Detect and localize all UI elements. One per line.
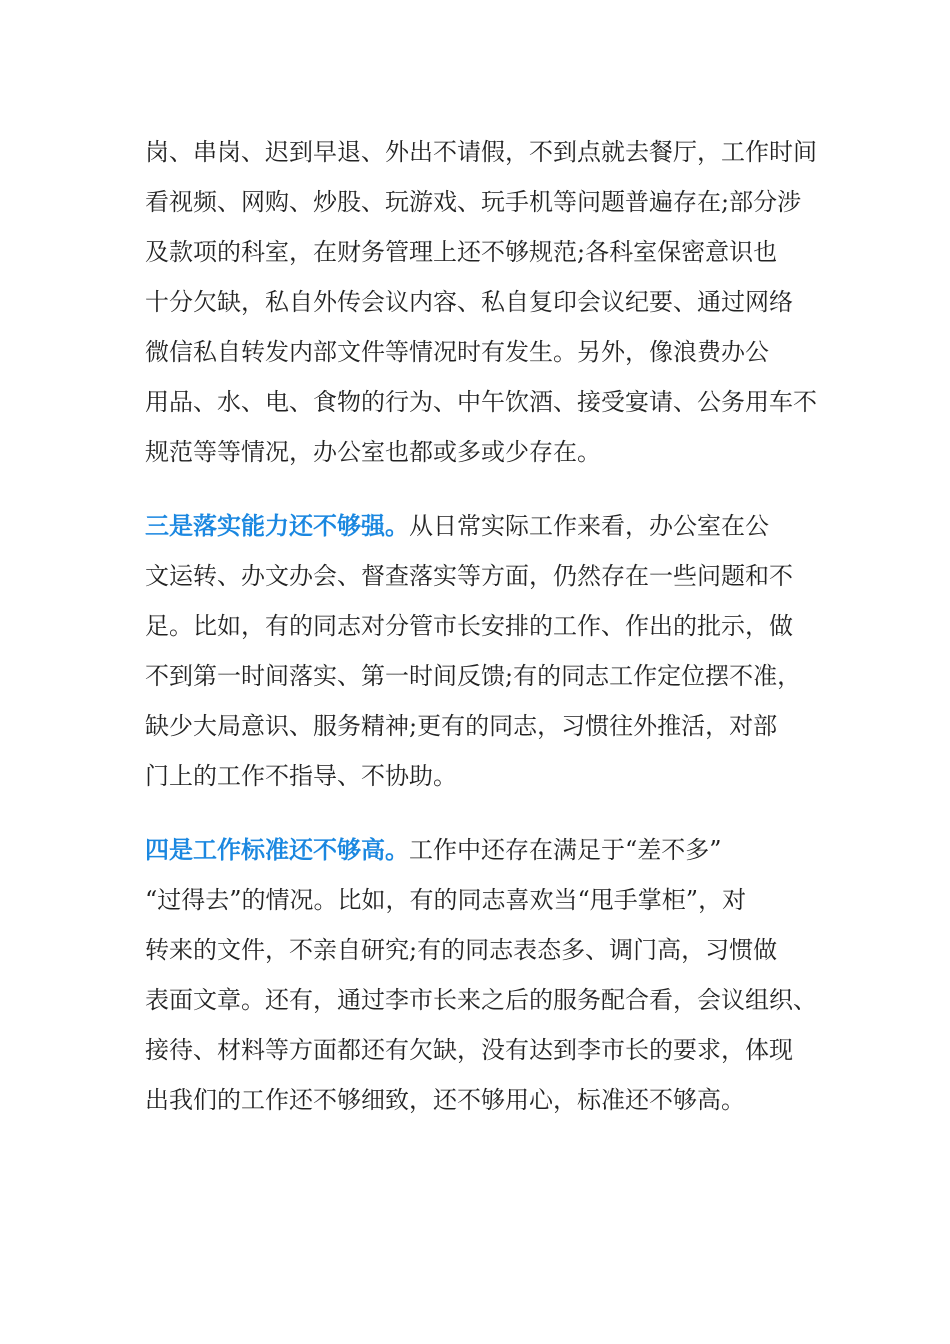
text-line — [145, 825, 815, 875]
text-line: 接待、材料等方面都还有欠缺，没有达到李市长的要求，体现 — [145, 1036, 793, 1064]
text-line — [145, 501, 815, 551]
text-line: 不到第一时间落实、第一时间反馈;有的同志工作定位摆不准， — [145, 662, 802, 690]
text-line: “过得去”的情况。比如，有的同志喜欢当“甩手掌柜”，对 — [145, 886, 747, 914]
paragraph-implementation-ability — [145, 501, 815, 801]
paragraph-work-standards — [145, 825, 815, 1125]
text-run: 从日常实际工作来看，办公室在公 — [409, 512, 769, 540]
text-line: 十分欠缺，私自外传会议内容、私自复印会议纪要、通过网络 — [145, 288, 793, 316]
text-line: 文运转、办文办会、督查落实等方面，仍然存在一些问题和不 — [145, 562, 793, 590]
text-line: 用品、水、电、食物的行为、中午饮酒、接受宴请、公务用车不 — [145, 388, 817, 416]
text-line: 岗、串岗、迟到早退、外出不请假，不到点就去餐厅，工作时间 — [145, 138, 817, 166]
text-line: 门上的工作不指导、不协助。 — [145, 762, 457, 790]
text-line: 足。比如，有的同志对分管市长安排的工作、作出的批示，做 — [145, 612, 793, 640]
section-heading: 三是落实能力还不够强。 — [145, 511, 409, 540]
text-line: 看视频、网购、炒股、玩游戏、玩手机等问题普遍存在;部分涉 — [145, 188, 802, 216]
text-line: 及款项的科室，在财务管理上还不够规范;各科室保密意识也 — [145, 238, 778, 266]
text-line: 出我们的工作还不够细致，还不够用心，标准还不够高。 — [145, 1086, 745, 1114]
document-body — [145, 127, 815, 1149]
text-line: 缺少大局意识、服务精神;更有的同志，习惯往外推活，对部 — [145, 712, 778, 740]
text-run: 工作中还存在满足于“差不多” — [409, 836, 722, 864]
paragraph-discipline-issues — [145, 127, 815, 477]
text-line: 表面文章。还有，通过李市长来之后的服务配合看，会议组织、 — [145, 986, 817, 1014]
section-heading: 四是工作标准还不够高。 — [145, 835, 409, 864]
text-line: 微信私自转发内部文件等情况时有发生。另外，像浪费办公 — [145, 338, 769, 366]
text-line: 转来的文件，不亲自研究;有的同志表态多、调门高，习惯做 — [145, 936, 778, 964]
text-line: 规范等等情况，办公室也都或多或少存在。 — [145, 438, 601, 466]
